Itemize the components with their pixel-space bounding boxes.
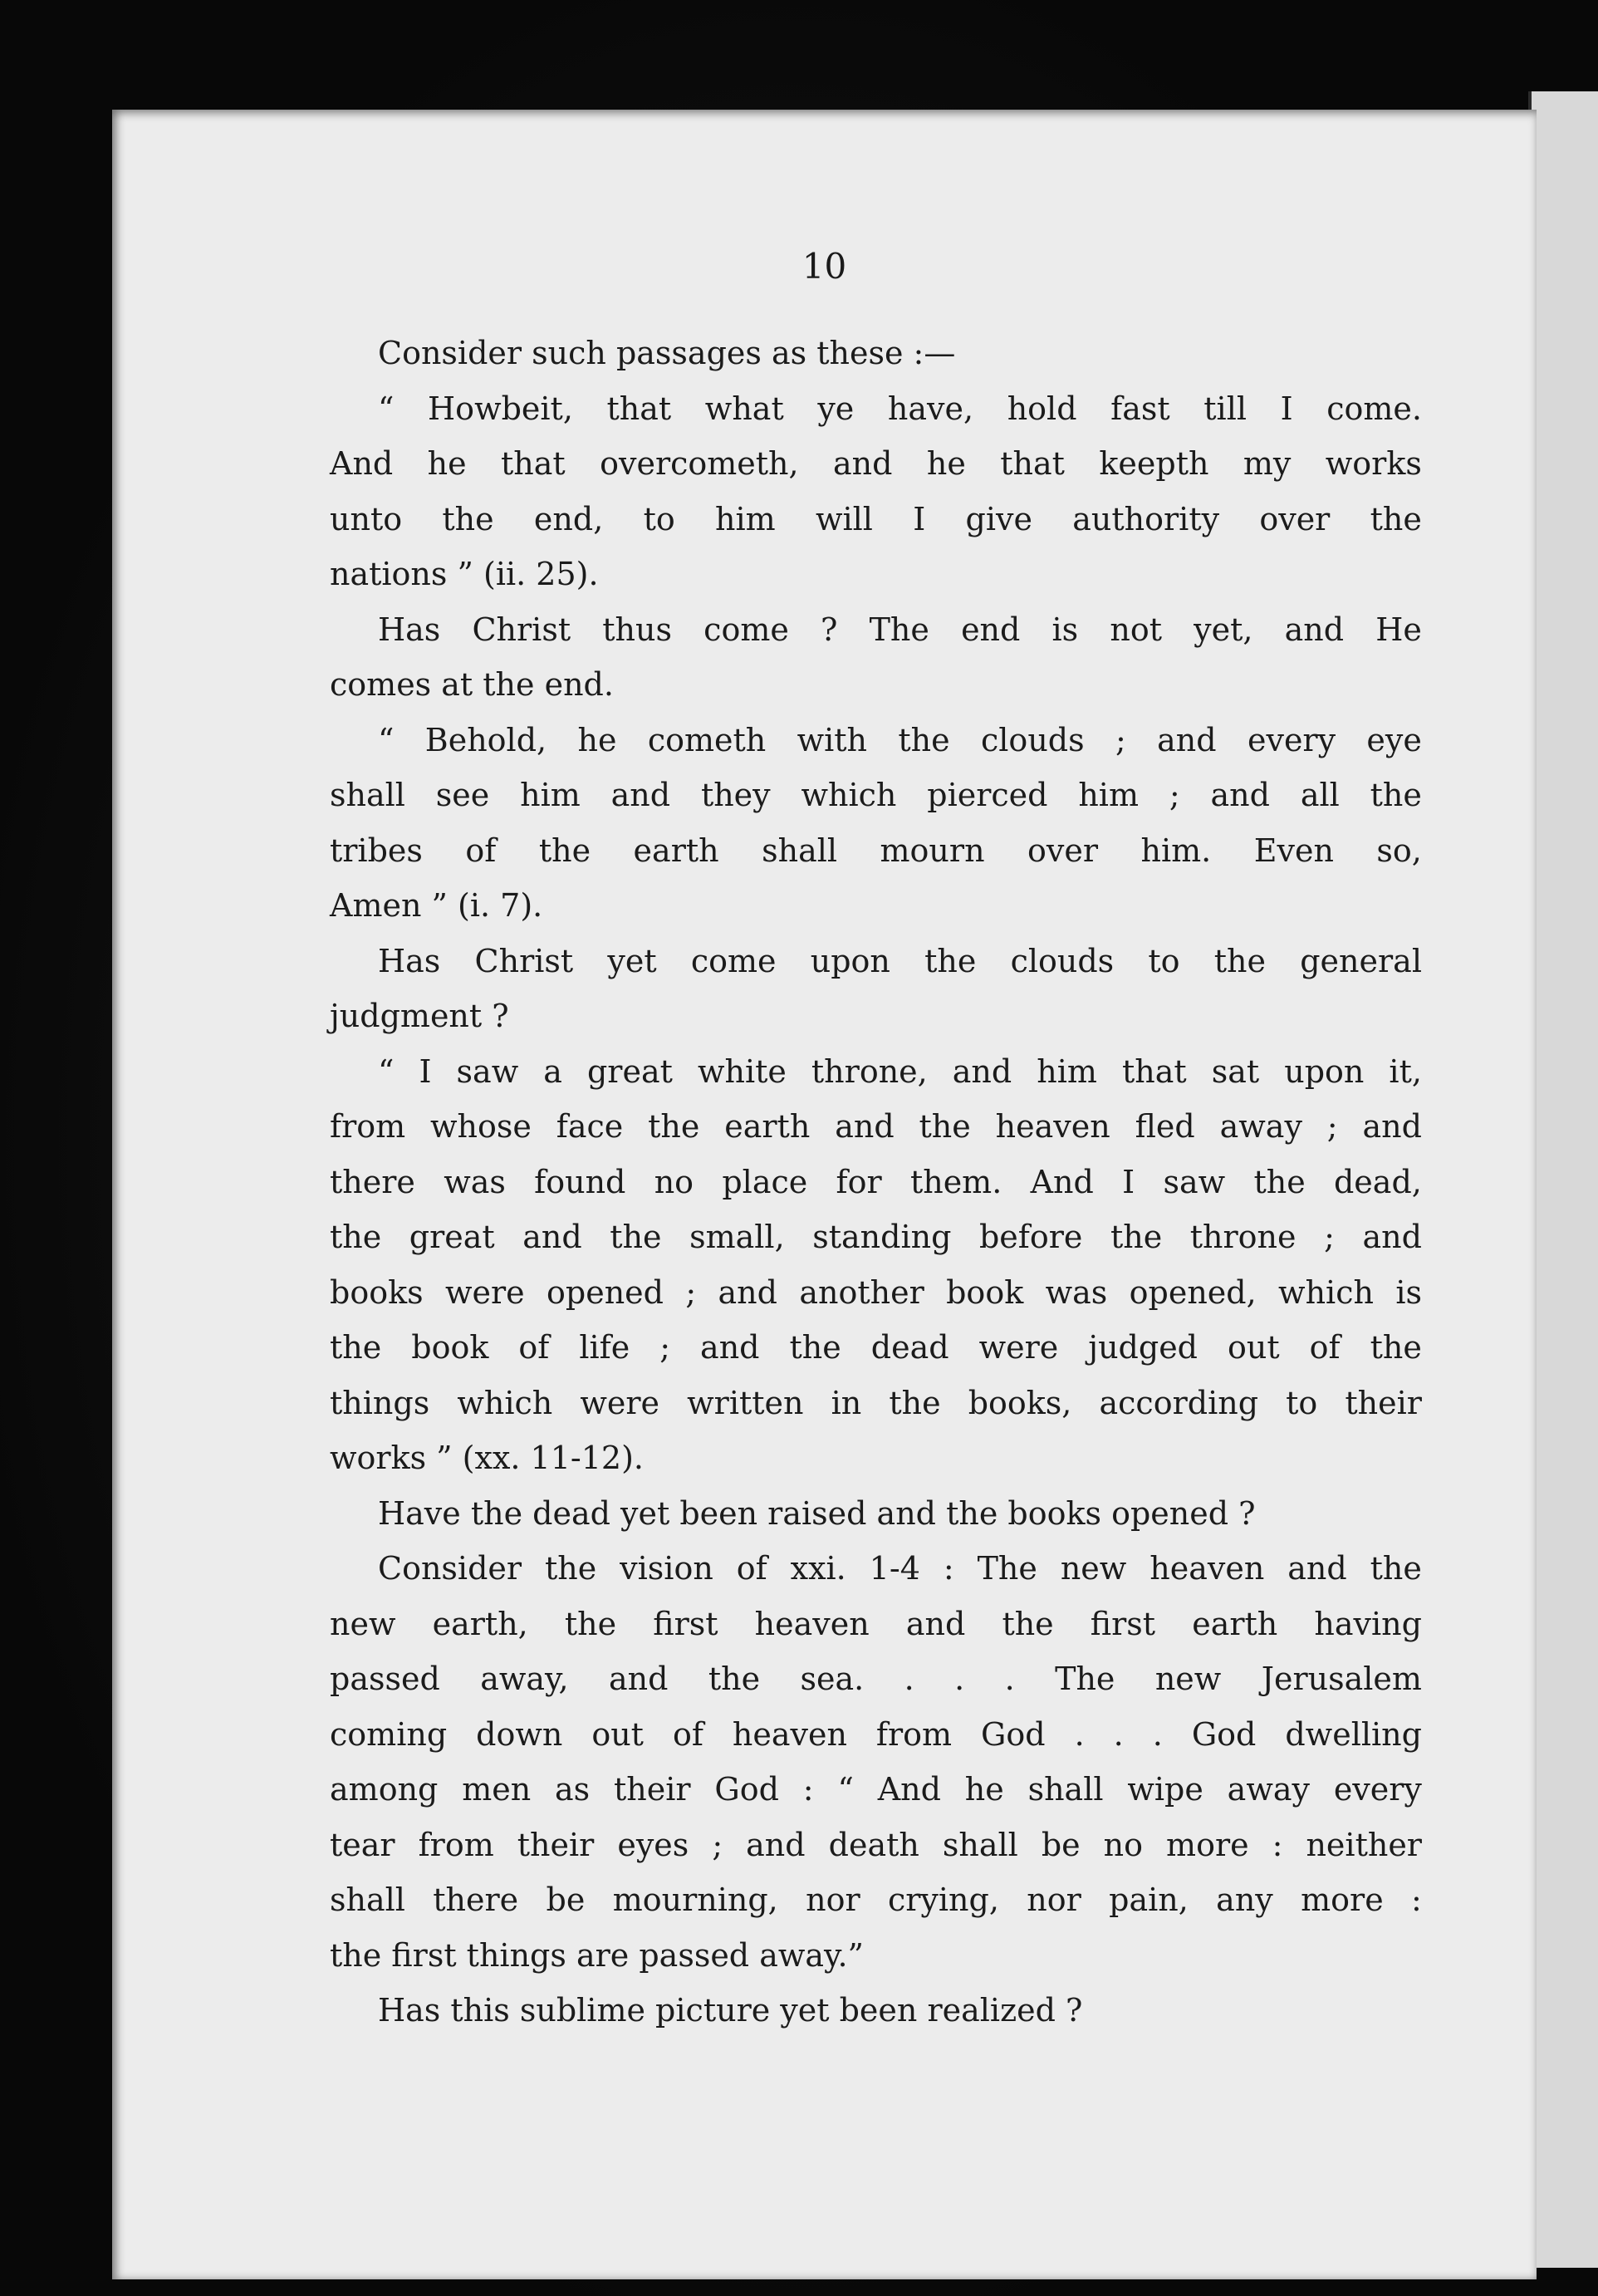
word: in <box>831 1384 862 1421</box>
word: and <box>835 1108 895 1145</box>
word: I <box>419 1052 432 1090</box>
word: And <box>330 445 394 482</box>
word: was <box>1045 1273 1108 1311</box>
word: more <box>1166 1826 1249 1863</box>
word: dwelling <box>1285 1715 1422 1753</box>
text-line <box>330 934 1422 989</box>
word: . <box>1074 1715 1085 1753</box>
word: their <box>517 1826 595 1863</box>
word: books <box>330 1273 424 1311</box>
word: eye <box>1366 721 1422 758</box>
word: wipe <box>1127 1771 1203 1808</box>
word: not <box>1110 611 1162 648</box>
word: earth, <box>432 1605 528 1642</box>
text-line <box>330 1651 1422 1707</box>
word: and <box>718 1273 777 1311</box>
word: ; <box>659 1329 671 1366</box>
word: their <box>614 1771 691 1808</box>
word: the <box>789 1329 841 1366</box>
word: the <box>919 1108 971 1145</box>
text-line <box>330 492 1422 547</box>
word: over <box>1027 832 1099 869</box>
word: first <box>653 1605 718 1642</box>
word: nor <box>1027 1881 1081 1918</box>
word: the <box>545 1550 597 1587</box>
word: throne, <box>811 1052 928 1090</box>
word: . <box>904 1661 914 1697</box>
text-line-content: Consider such passages as these :— <box>378 335 956 371</box>
word: come <box>690 942 777 979</box>
word: and <box>952 1052 1012 1090</box>
word: there <box>330 1163 415 1200</box>
text-line <box>330 1707 1422 1763</box>
word: earth <box>1192 1605 1278 1642</box>
word: having <box>1314 1605 1422 1642</box>
word: thus <box>602 611 672 648</box>
word: away <box>1219 1108 1302 1145</box>
word: the <box>1370 777 1422 813</box>
word: my <box>1243 445 1292 482</box>
text-line <box>330 436 1422 492</box>
word: the <box>1213 942 1267 979</box>
word: the <box>708 1661 761 1697</box>
word: another <box>799 1273 924 1311</box>
word: tribes <box>330 832 423 869</box>
word: the <box>1370 1329 1422 1366</box>
word: and <box>1210 777 1270 813</box>
word: over <box>1259 500 1331 537</box>
word: from <box>875 1715 953 1753</box>
word: of <box>672 1715 703 1753</box>
text-line <box>330 1983 1422 2038</box>
word: written <box>687 1384 804 1421</box>
word: were <box>978 1329 1059 1366</box>
word: The <box>1055 1661 1115 1697</box>
word: . <box>1152 1715 1163 1753</box>
word: which <box>801 777 897 813</box>
word: neither <box>1306 1826 1422 1863</box>
word: Behold, <box>424 721 547 758</box>
word: whose <box>430 1108 532 1145</box>
word: heaven <box>732 1715 847 1753</box>
word: no <box>1103 1826 1144 1863</box>
word: I <box>1122 1163 1135 1200</box>
word: to <box>1286 1384 1318 1421</box>
word: him <box>1078 777 1139 813</box>
word: cometh <box>647 721 767 758</box>
word: eyes <box>617 1826 689 1863</box>
text-line <box>330 1818 1422 1873</box>
word: no <box>654 1163 694 1200</box>
word: throne <box>1189 1219 1297 1255</box>
word: among <box>330 1771 439 1808</box>
word: of <box>736 1550 767 1587</box>
text-line-content: Amen ” (i. 7). <box>330 887 543 924</box>
word: dead <box>870 1329 949 1366</box>
word: all <box>1300 777 1340 813</box>
word: them. <box>909 1163 1002 1200</box>
word: . <box>1004 1661 1015 1697</box>
word: shall <box>1027 1771 1104 1808</box>
facing-page-edge <box>1528 91 1598 2268</box>
word: every <box>1247 721 1336 758</box>
word: And <box>1030 1163 1094 1200</box>
word: earth <box>633 832 719 869</box>
word: and <box>608 1661 669 1697</box>
word: he <box>427 445 467 482</box>
word: end <box>961 611 1021 648</box>
word: opened <box>547 1273 664 1311</box>
word: : <box>1272 1826 1283 1863</box>
word: from <box>330 1108 406 1145</box>
word: opened, <box>1129 1273 1257 1311</box>
word: “ <box>378 1052 395 1090</box>
text-line <box>330 1541 1422 1597</box>
word: the <box>898 721 950 758</box>
word: and <box>746 1826 806 1863</box>
word: will <box>815 500 873 537</box>
word: ; <box>685 1273 697 1311</box>
word: out <box>1228 1329 1280 1366</box>
word: which <box>1278 1273 1374 1311</box>
word: coming <box>330 1715 448 1753</box>
word: their <box>1345 1384 1422 1421</box>
word: what <box>704 390 784 427</box>
word: first <box>1090 1605 1156 1642</box>
text-line <box>330 1099 1422 1155</box>
word: : <box>802 1771 814 1808</box>
word: small, <box>689 1219 785 1255</box>
word: I <box>913 500 926 537</box>
text-line <box>330 878 1422 934</box>
word: vision <box>620 1550 713 1587</box>
word: him. <box>1140 832 1212 869</box>
word: the <box>1110 1219 1163 1255</box>
word: Has <box>378 942 441 979</box>
word: saw <box>1163 1163 1226 1200</box>
word: the <box>648 1108 700 1145</box>
word: of <box>1309 1329 1341 1366</box>
word: ; <box>1326 1108 1338 1145</box>
word: life <box>579 1329 630 1366</box>
word: of <box>465 832 497 869</box>
word: fled <box>1135 1108 1195 1145</box>
word: heaven <box>754 1605 870 1642</box>
word: the <box>924 942 977 979</box>
word: the <box>1253 1163 1306 1200</box>
text-line <box>330 1486 1422 1542</box>
word: pierced <box>927 777 1048 813</box>
word: away <box>1227 1771 1310 1808</box>
word: unto <box>330 500 403 537</box>
word: books, <box>968 1384 1072 1421</box>
word: shall <box>762 832 838 869</box>
word: . <box>954 1661 965 1697</box>
word: that <box>501 445 566 482</box>
word: 1-4 <box>869 1550 920 1587</box>
word: . <box>1113 1715 1124 1753</box>
word: fast <box>1110 390 1170 427</box>
word: clouds <box>981 721 1085 758</box>
word: him <box>520 777 581 813</box>
word: new <box>1060 1550 1127 1587</box>
word: sea. <box>800 1661 865 1697</box>
word: sat <box>1211 1052 1260 1090</box>
word: the <box>1002 1605 1054 1642</box>
word: hold <box>1007 390 1077 427</box>
word: works <box>1325 445 1422 482</box>
word: he <box>577 721 617 758</box>
word: is <box>1051 611 1079 648</box>
word: were <box>444 1273 525 1311</box>
word: end, <box>533 500 604 537</box>
word: new <box>1154 1661 1222 1697</box>
word: that <box>606 390 672 427</box>
word: and <box>1287 1550 1347 1587</box>
word: him <box>1037 1052 1097 1090</box>
word: : <box>1411 1881 1422 1918</box>
word: and <box>1362 1108 1422 1145</box>
word: book <box>411 1329 489 1366</box>
word: : <box>943 1550 954 1587</box>
word: the <box>330 1329 382 1366</box>
word: He <box>1375 611 1422 648</box>
word: xxi. <box>790 1550 846 1587</box>
text-line <box>330 989 1422 1044</box>
word: ; <box>1169 777 1180 813</box>
word: Christ <box>474 942 574 979</box>
word: nor <box>806 1881 860 1918</box>
word: found <box>534 1163 626 1200</box>
word: Consider <box>378 1550 522 1587</box>
text-line <box>330 1265 1422 1321</box>
word: it, <box>1389 1052 1422 1090</box>
word: the <box>442 500 494 537</box>
word: the <box>1370 500 1422 537</box>
word: upon <box>1284 1052 1365 1090</box>
word: he <box>926 445 966 482</box>
word: Has <box>378 611 441 648</box>
word: shall <box>330 777 405 813</box>
text-line <box>330 547 1422 602</box>
word: pain, <box>1109 1881 1189 1918</box>
text-line <box>330 1928 1422 1984</box>
word: standing <box>812 1219 952 1255</box>
word: and <box>700 1329 760 1366</box>
word: according <box>1099 1384 1259 1421</box>
word: have, <box>887 390 974 427</box>
word: white <box>697 1052 787 1090</box>
word: and <box>1157 721 1217 758</box>
word: from <box>418 1826 494 1863</box>
word: and <box>522 1219 582 1255</box>
word: for <box>836 1163 882 1200</box>
text-line <box>330 381 1422 437</box>
word: the <box>889 1384 941 1421</box>
word: mourning, <box>612 1881 778 1918</box>
text-line-content: the first things are passed away.” <box>330 1936 864 1974</box>
text-line-content: works ” (xx. 11-12). <box>330 1440 644 1476</box>
text-line <box>330 1430 1422 1486</box>
word: “ <box>837 1771 854 1808</box>
word: yet, <box>1194 611 1253 648</box>
word: earth <box>724 1108 811 1145</box>
word: place <box>722 1163 808 1200</box>
word: ; <box>1115 721 1126 758</box>
word: see <box>435 777 490 813</box>
word: “ <box>378 390 395 427</box>
word: he <box>964 1771 1004 1808</box>
word: is <box>1395 1273 1422 1311</box>
word: more <box>1301 1881 1384 1918</box>
word: new <box>330 1605 396 1642</box>
word: keepth <box>1099 445 1209 482</box>
word: the <box>610 1219 662 1255</box>
word: that <box>1000 445 1065 482</box>
text-line <box>330 1762 1422 1818</box>
word: God <box>714 1771 779 1808</box>
text-line-content: Have the dead yet been raised and the books opened ? <box>378 1494 1256 1532</box>
word: ? <box>821 611 838 648</box>
word: and <box>905 1605 966 1642</box>
word: to <box>1148 942 1180 979</box>
word: clouds <box>1010 942 1115 979</box>
word: God <box>1191 1715 1257 1753</box>
book-page <box>112 110 1537 2279</box>
text-line <box>330 1872 1422 1928</box>
word: a <box>543 1052 562 1090</box>
word: any <box>1216 1881 1273 1918</box>
word: that <box>1122 1052 1187 1090</box>
word: before <box>978 1219 1083 1255</box>
body-text <box>330 326 1422 2038</box>
word: “ <box>378 721 395 758</box>
text-line <box>330 1597 1422 1652</box>
word: as <box>555 1771 591 1808</box>
word: authority <box>1072 500 1220 537</box>
word: out <box>591 1715 644 1753</box>
text-line <box>330 1320 1422 1376</box>
text-line-content: nations ” (ii. 25). <box>330 556 599 592</box>
word: overcometh, <box>600 445 799 482</box>
word: shall <box>330 1881 405 1918</box>
word: they <box>700 777 771 813</box>
word: ; <box>712 1826 723 1863</box>
text-line <box>330 1376 1422 1431</box>
word: was <box>444 1163 506 1200</box>
word: there <box>433 1881 519 1918</box>
word: the <box>538 832 591 869</box>
text-line <box>330 326 1422 381</box>
word: to <box>643 500 675 537</box>
word: tear <box>330 1826 395 1863</box>
word: great <box>409 1219 495 1255</box>
text-line <box>330 1155 1422 1210</box>
word: face <box>556 1108 624 1145</box>
word: till <box>1203 390 1247 427</box>
word: mourn <box>880 832 985 869</box>
word: The <box>869 611 929 648</box>
word: saw <box>456 1052 519 1090</box>
word: Howbeit, <box>428 390 573 427</box>
word: be <box>1041 1826 1081 1863</box>
word: death <box>828 1826 919 1863</box>
word: ; <box>1324 1219 1335 1255</box>
word: come <box>703 611 789 648</box>
text-line-content: judgment ? <box>330 998 509 1034</box>
word: And <box>877 1771 941 1808</box>
word: and <box>1284 611 1345 648</box>
text-line <box>330 1209 1422 1265</box>
word: the <box>330 1219 382 1255</box>
word: and <box>610 777 671 813</box>
word: men <box>462 1771 532 1808</box>
word: him <box>715 500 776 537</box>
word: away, <box>480 1661 569 1697</box>
word: passed <box>330 1661 440 1697</box>
word: every <box>1333 1771 1422 1808</box>
word: yet <box>607 942 657 979</box>
word: great <box>586 1052 673 1090</box>
text-line <box>330 823 1422 879</box>
text-line <box>330 1044 1422 1100</box>
word: and <box>1362 1219 1422 1255</box>
word: and <box>833 445 893 482</box>
word: things <box>330 1384 430 1421</box>
word: ye <box>817 390 855 427</box>
word: give <box>965 500 1032 537</box>
word: I <box>1280 390 1293 427</box>
word: Christ <box>472 611 571 648</box>
word: judged <box>1088 1329 1198 1366</box>
text-line-content: Has this sublime picture yet been realized ? <box>378 1992 1083 2029</box>
word: heaven <box>1149 1550 1265 1587</box>
word: dead, <box>1333 1163 1422 1200</box>
word: come. <box>1326 390 1422 427</box>
text-line-content: comes at the end. <box>330 666 614 703</box>
word: book <box>946 1273 1024 1311</box>
word: down <box>476 1715 563 1753</box>
word: the <box>1370 1550 1422 1587</box>
word: the <box>564 1605 617 1642</box>
text-line <box>330 768 1422 823</box>
word: God <box>981 1715 1046 1753</box>
word: so, <box>1376 832 1422 869</box>
word: general <box>1300 942 1422 979</box>
word: Jerusalem <box>1261 1661 1422 1697</box>
word: The <box>977 1550 1037 1587</box>
text-line <box>330 713 1422 768</box>
word: shall <box>942 1826 1018 1863</box>
word: upon <box>810 942 890 979</box>
word: with <box>797 721 868 758</box>
page-number: 10 <box>801 246 847 287</box>
word: Even <box>1253 832 1334 869</box>
word: of <box>518 1329 550 1366</box>
word: were <box>580 1384 660 1421</box>
word: be <box>546 1881 586 1918</box>
word: which <box>457 1384 553 1421</box>
word: crying, <box>887 1881 999 1918</box>
text-line <box>330 657 1422 713</box>
word: heaven <box>995 1108 1110 1145</box>
text-line <box>330 602 1422 658</box>
